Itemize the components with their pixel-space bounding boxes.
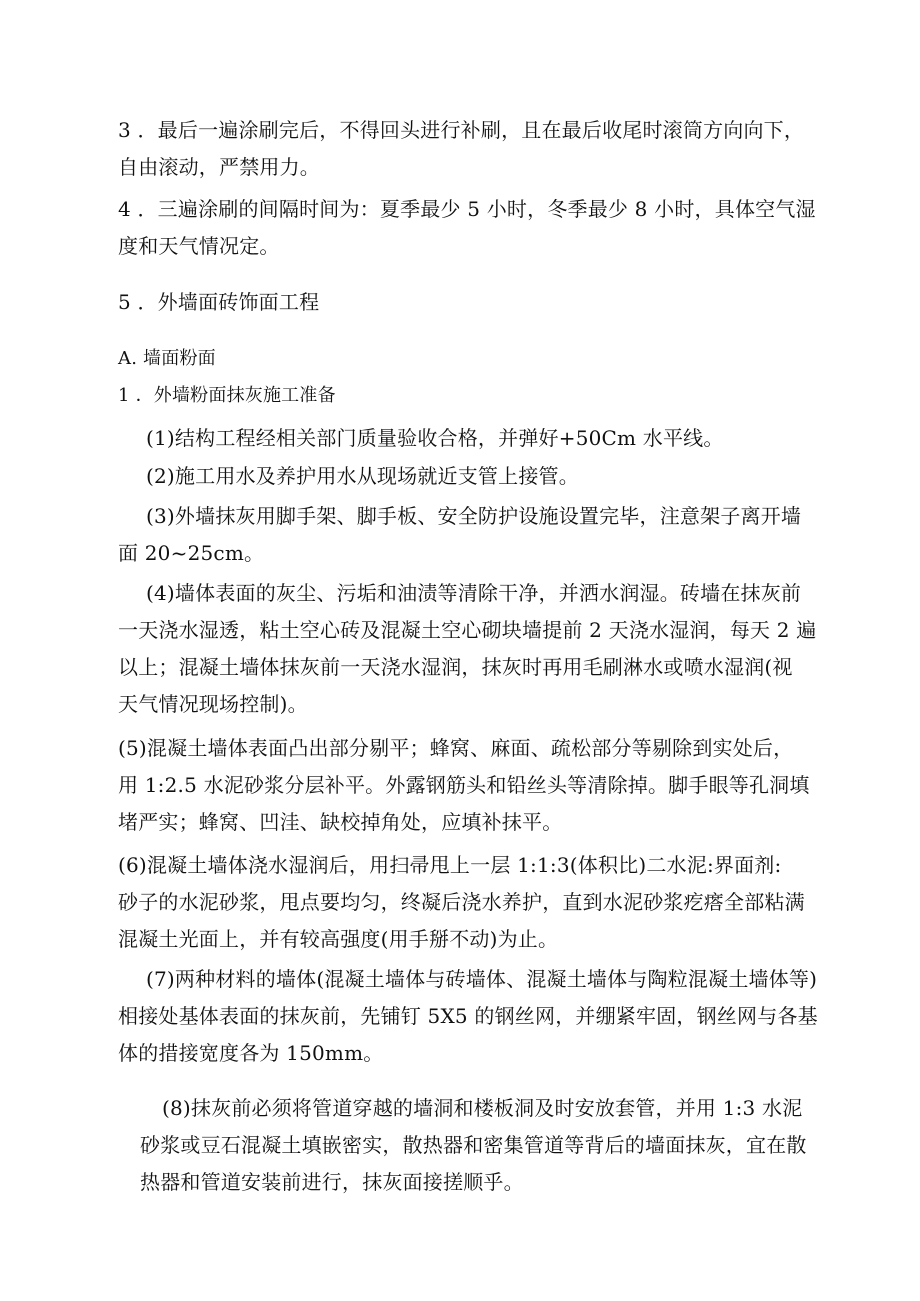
text-line: 体的措接宽度各为 150mm。 [118,1041,384,1065]
text-line: 砂浆或豆石混凝土填嵌密实，散热器和密集管道等背后的墙面抹灰，宜在散 [140,1133,807,1157]
text-line: 天气情况现场控制)。 [118,692,308,716]
text-line: 砂子的水泥砂浆，甩点要均匀，终凝后浇水养护，直到水泥砂浆疙瘩全部粘满 [118,890,805,914]
text-line: (4)墙体表面的灰尘、污垢和油渍等清除干净，并洒水润湿。砖墙在抹灰前 [146,581,802,605]
text-line: 用 1:2.5 水泥砂浆分层补平。外露钢筋头和铅丝头等清除掉。脚手眼等孔洞填 [118,773,810,797]
text-line: (6)混凝土墙体浇水湿润后，用扫帚甩上一层 1:1:3(体积比)二水泥:界面剂: [118,853,782,877]
text-line: (3)外墙抹灰用脚手架、脚手板、安全防护设施设置完毕，注意架子离开墙 [146,504,802,528]
text-line: 3 ．最后一遍涂刷完后，不得回头进行补刷，且在最后收尾时滚筒方向向下， [118,118,805,142]
text-line: 混凝土光面上，并有较高强度(用手掰不动)为止。 [118,927,559,951]
text-line: 以上；混凝土墙体抹灰前一天浇水湿润，抹灰时再用毛刷淋水或喷水湿润(视 [118,655,793,679]
subsection-heading: 1 ．外墙粉面抹灰施工准备 [118,385,336,406]
text-line: 自由滚动，严禁用力。 [118,155,320,179]
text-line: 热器和管道安装前进行，抹灰面接搓顺乎。 [140,1170,524,1194]
subsection-heading: A. 墙面粉面 [118,348,216,369]
text-line: (1)结构工程经相关部门质量验收合格，并弹好+50Cm 水平线。 [146,426,724,450]
text-line: 面 20~25cm。 [118,541,265,565]
text-line: 4 ．三遍涂刷的间隔时间为：夏季最少 5 小时，冬季最少 8 小时，具体空气湿 [118,197,816,221]
text-line: 度和天气情况定。 [118,234,280,258]
text-line: 相接处基体表面的抹灰前，先铺钉 5X5 的钢丝网，并绷紧牢固，钢丝网与各基 [118,1004,818,1028]
text-line: (5)混凝土墙体表面凸出部分剔平；蜂窝、麻面、疏松部分等剔除到实处后， [118,736,794,760]
text-line: (2)施工用水及养护用水从现场就近支管上接管。 [146,464,579,488]
section-heading: 5 ．外墙面砖饰面工程 [118,290,320,314]
text-line: 堵严实；蜂窝、凹洼、缺校掉角处，应填补抹平。 [118,810,563,834]
text-line: (8)抹灰前必须将管道穿越的墙洞和楼板洞及时安放套管，并用 1:3 水泥 [162,1096,803,1120]
text-line: (7)两种材料的墙体(混凝土墙体与砖墙体、混凝土墙体与陶粒混凝土墙体等) [146,967,818,991]
text-line: 一天浇水湿透，粘土空心砖及混凝土空心砌块墙提前 2 天浇水湿润，每天 2 遍 [118,618,817,642]
